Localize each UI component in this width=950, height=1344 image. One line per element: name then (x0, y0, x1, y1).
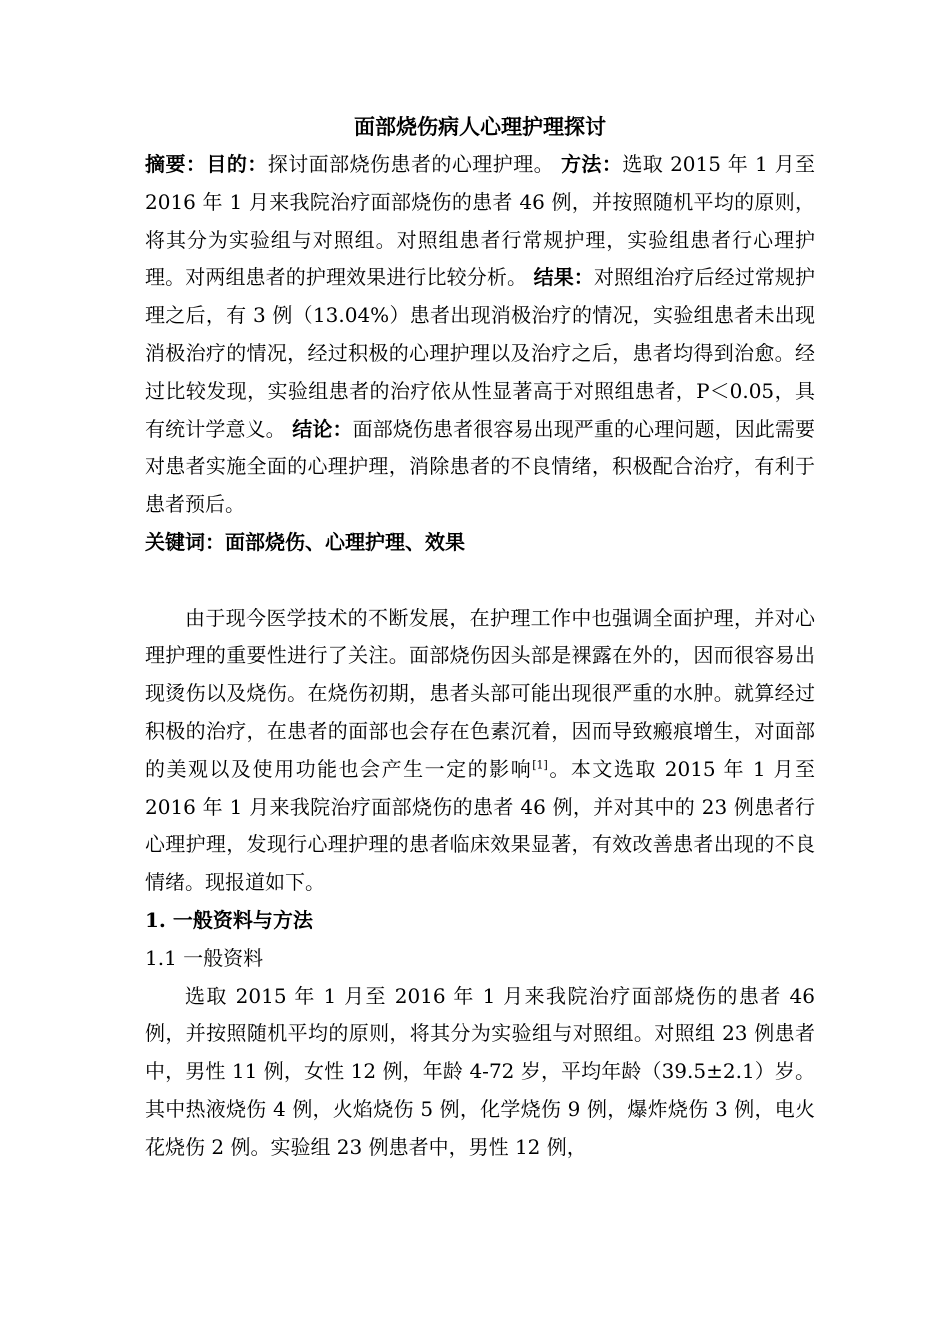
section-heading: 1. 一般资料与方法 (145, 907, 313, 932)
abstract-label: 摘要： (145, 152, 207, 176)
intro-paragraph (145, 600, 815, 902)
result-text: 对照组治疗后经过常规护理之后，有 3 例（13.04%）患者出现消极治疗的情况，实验组患者未出现消极治疗的情况，经过积极的心理护理以及治疗之后，患者均得到治愈。经过比较发现，实验组患者的治疗依从性显著高于对照组患者，P＜0.05，具有统计学意义。 (145, 265, 816, 441)
abstract-paragraph (145, 146, 815, 524)
intro-text-after-ref: 。本文选取 2015 年 1 月至 2016 年 1 月来我院治疗面部烧伤的患者 46 例，并对其中的 23 例患者行心理护理，发现行心理护理的患者临床效果显著，有效改善患者出现的不良情绪。现报道如下。 (145, 756, 816, 895)
objective-label: 目的： (206, 152, 268, 176)
objective-text: 探讨面部烧伤患者的心理护理。 (267, 152, 555, 176)
blank-line (145, 562, 815, 600)
conclusion-text: 面部烧伤患者很容易出现严重的心理问题，因此需要对患者实施全面的心理护理，消除患者的不良情绪，积极配合治疗，有利于患者预后。 (145, 416, 816, 517)
intro-text-before-ref: 由于现今医学技术的不断发展，在护理工作中也强调全面护理，并对心理护理的重要性进行了关注。面部烧伤因头部是裸露在外的，因而很容易出现烫伤以及烧伤。在烧伤初期，患者头部可能出现很严重的水肿。就算经过积极的治疗，在患者的面部也会存在色素沉着，因而导致瘢痕增生，对面部的美观以及使用功能也会产生一定的影响 (145, 605, 815, 781)
document-page (145, 112, 815, 1167)
keywords-line: 关键词：面部烧伤、心理护理、效果 (145, 529, 465, 554)
subsection-heading: 1.1 一般资料 (145, 945, 264, 970)
method-text: 选取 2015 年 1 月至 2016 年 1 月来我院治疗面部烧伤的患者 46 例，并按照随机平均的原则，将其分为实验组与对照组。对照组患者行常规护理，实验组患者行心理护理。对两组患者的护理效果进行比较分析。 (145, 152, 816, 290)
general-data-paragraph: 选取 2015 年 1 月至 2016 年 1 月来我院治疗面部烧伤的患者 46 例，并按照随机平均的原则，将其分为实验组与对照组。对照组 23 例患者中，男性 11 例，女性 12 例，年龄 4-72 岁，平均年龄（39.5±2.1）岁。其中热液烧伤 4 例，火焰烧伤 5 例，化学烧伤 9 例，爆炸烧伤 3 例，电火花烧伤 2 例。实验组 23 例患者中，男性 12 例， (145, 983, 815, 1159)
paper-title: 面部烧伤病人心理护理探讨 (354, 114, 606, 139)
conclusion-label: 结论： (292, 416, 353, 441)
method-label: 方法： (560, 152, 623, 176)
result-label: 结果： (533, 265, 594, 290)
citation-ref: [1] (532, 758, 548, 772)
